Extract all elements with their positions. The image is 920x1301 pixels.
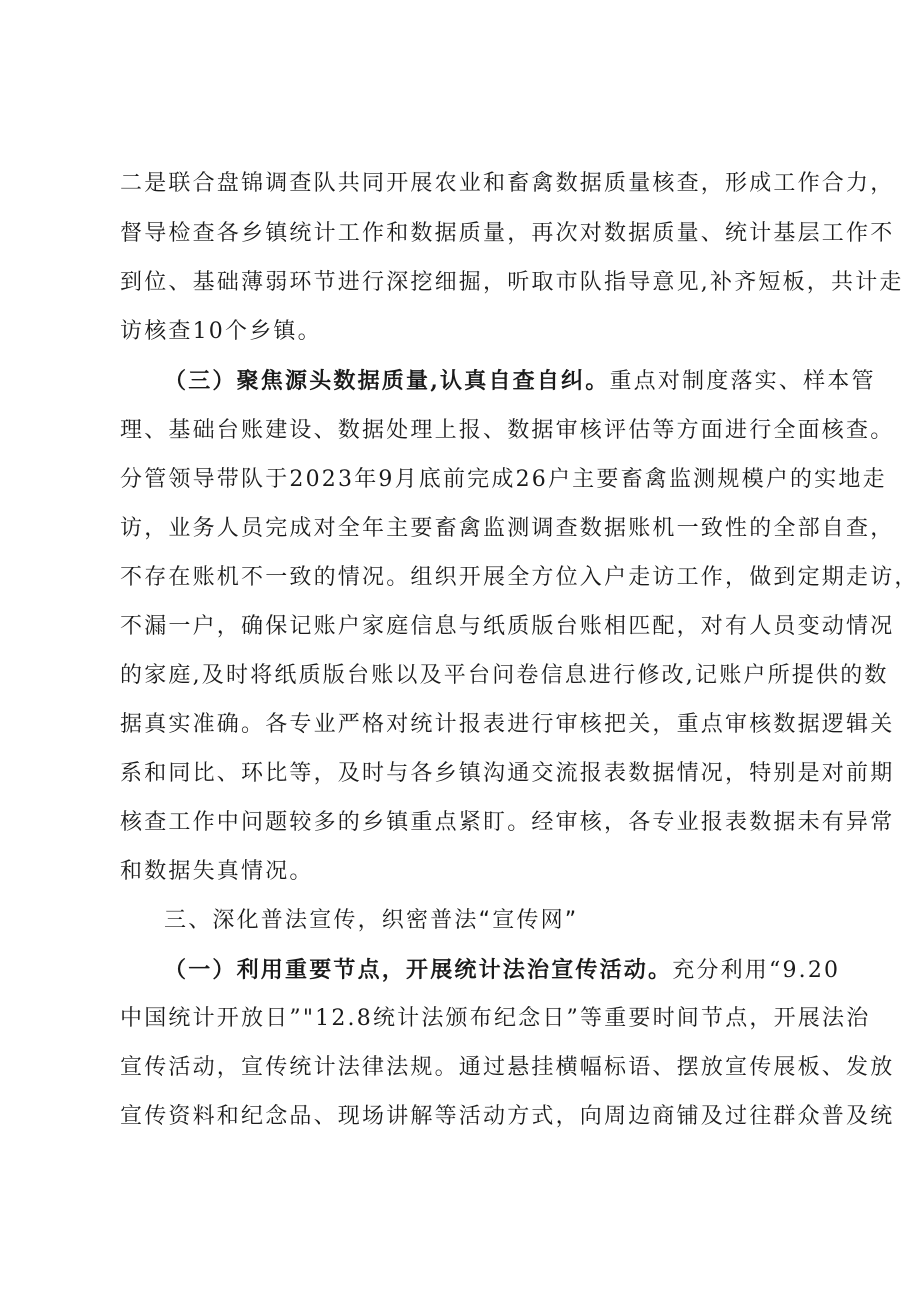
paragraph-1-line-3: 到位、基础薄弱环节进行深挖细掘，听取市队指导意见,补齐短板，共计走 (120, 270, 904, 295)
paragraph-3-line-3: 宣传活动，宣传统计法律法规。通过悬挂横幅标语、摆放宣传展板、发放 (120, 1055, 895, 1080)
paragraph-2-line-2: 理、基础台账建设、数据处理上报、数据审核评估等方面进行全面核查。 (120, 418, 895, 443)
paragraph-3-line-2: 中国统计开放日”"12.8统计法颁布纪念日”等重要时间节点，开展法治 (120, 1006, 871, 1031)
paragraph-2-line-4: 访，业务人员完成对全年主要畜禽监测调查数据账机一致性的全部自查， (120, 516, 895, 541)
paragraph-2-line-1 (164, 356, 876, 406)
paragraph-2-line-11: 和数据失真情况。 (120, 859, 314, 884)
paragraph-3-line-4: 宣传资料和纪念品、现场讲解等活动方式，向周边商铺及过往群众普及统 (120, 1104, 895, 1129)
paragraph-2-line-5: 不存在账机不一致的情况。组织开展全方位入户走访工作，做到定期走访， (120, 565, 919, 590)
paragraph-2-line-8: 据真实准确。各专业严格对统计报表进行审核把关，重点审核数据逻辑关 (120, 712, 895, 737)
paragraph-2-line-10: 核查工作中问题较多的乡镇重点紧盯。经审核，各专业报表数据未有异常 (120, 810, 895, 835)
section-heading-3: 三、深化普法宣传，织密普法“宣传网” (164, 908, 579, 933)
paragraph-2-line-6: 不漏一户，确保记账户家庭信息与纸质版台账相匹配，对有人员变动情况 (120, 614, 895, 639)
paragraph-1-line-1: 二是联合盘锦调查队共同开展农业和畜禽数据质量核查，形成工作合力， (120, 171, 895, 196)
subsection-heading-3: （三）聚焦源头数据质量,认真自查自纠。 (164, 368, 610, 394)
paragraph-1-line-4: 访核查10个乡镇。 (120, 319, 322, 344)
paragraph-1-line-2: 督导检查各乡镇统计工作和数据质量，再次对数据质量、统计基层工作不 (120, 221, 895, 246)
paragraph-3-line-1 (164, 945, 841, 995)
paragraph-2-line-3: 分管领导带队于2023年9月底前完成26户主要畜禽监测规模户的实地走 (120, 467, 887, 492)
paragraph-2-line-9: 系和同比、环比等，及时与各乡镇沟通交流报表数据情况，特别是对前期 (120, 761, 895, 786)
paragraph-2-line-7: 的家庭,及时将纸质版台账以及平台问卷信息进行修改,记账户所提供的数 (120, 663, 889, 688)
paragraph-3-line-1-text: 充分利用“9.20 (672, 958, 841, 983)
paragraph-2-line-1-text: 重点对制度落实、样本管 (609, 369, 876, 394)
subsection-heading-1: （一）利用重要节点，开展统计法治宣传活动。 (164, 957, 673, 983)
